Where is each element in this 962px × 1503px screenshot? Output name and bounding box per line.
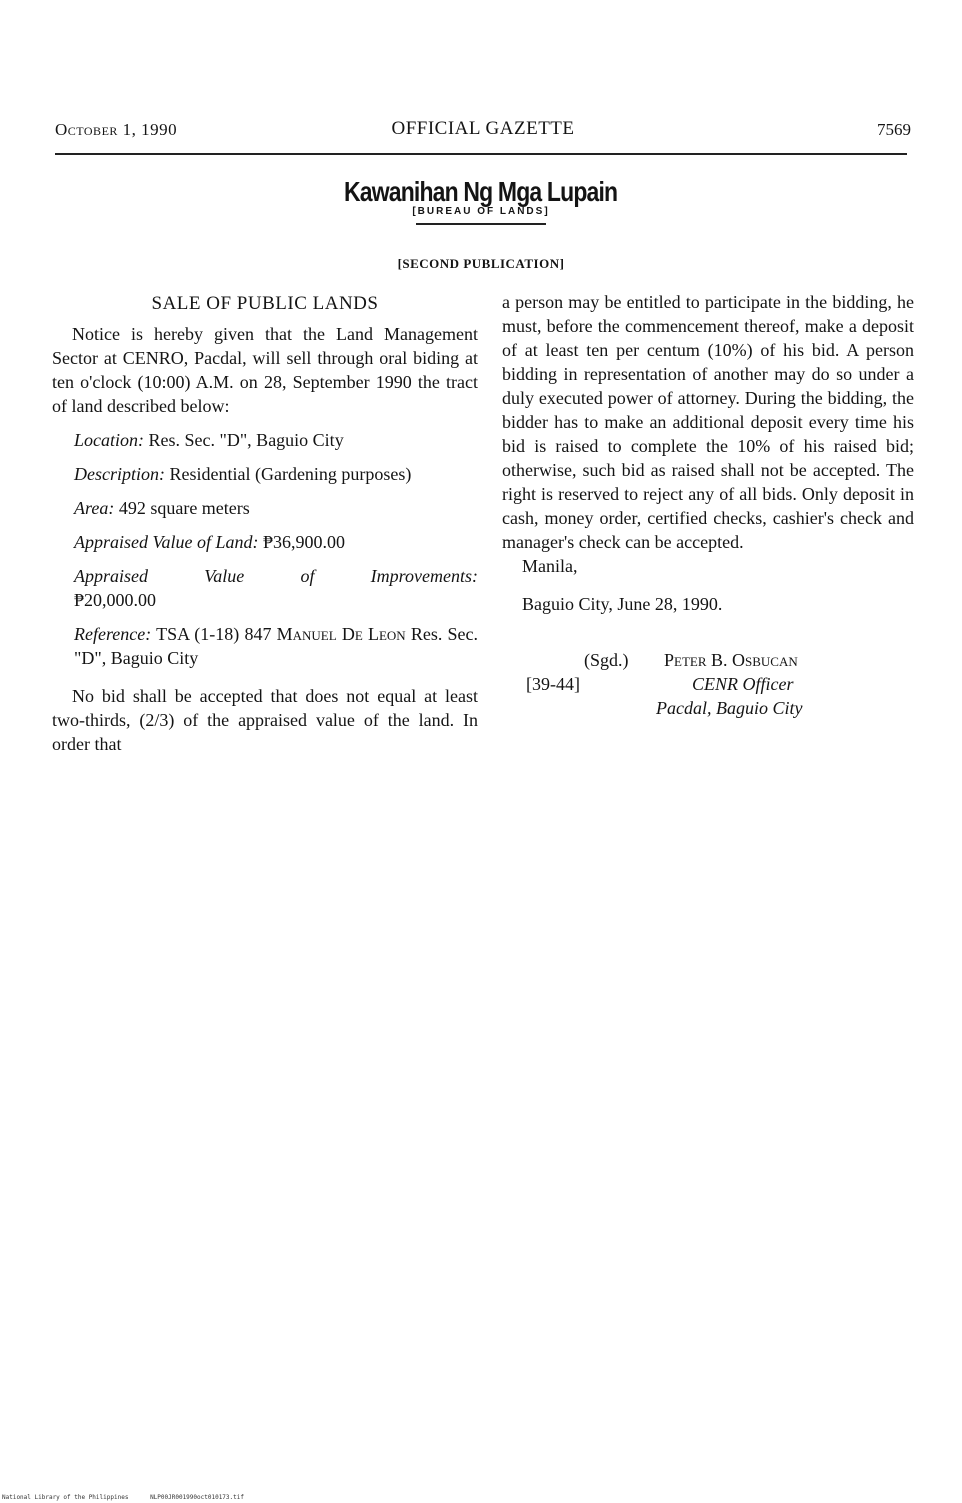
reference-name: Leon [367,624,406,644]
footer-file: NLP00JR001990oct010173.tif [150,1494,244,1501]
notice-body-right: a person may be entitled to participate in the bidding, he must, before the commencement thereof, make a deposit of at least ten per centum (10%) of his bid. A person bidding in representation of another may do so under a duly executed power of attorney. During the bidding, the bidder has to make an additional deposit every time his bid is raised to complete the 10% of his raised bid; otherwise, such bid as raised shall not be accepted. The right is reserved to reject any of all bids. Only deposit in cash, money order, certified checks, cashier's check and manager's check can be accepted. [502,292,914,552]
notice-body-left: No bid shall be accepted that does not equal at least two-thirds, (2/3) of the appraised value of the land. In order that [52,686,478,754]
notice-intro: Notice is hereby given that the Land Management Sector at CENRO, Pacdal, will sell through oral biding at ten o'clock (10:00) A.M. on 28, September 1990 the tract of land described below: [52,324,478,416]
reference-label: Reference: [74,624,152,644]
right-column [502,290,914,728]
running-header [55,118,911,142]
improvements-label-word: Value [204,566,245,586]
improvements-label-word: of [300,566,315,586]
header-page-number: 7569 [877,120,911,139]
signed-mark: (Sgd.) [584,650,629,670]
signer-place: Pacdal, Baguio City [656,698,803,718]
agency-rule [416,223,546,225]
land-value-label: Appraised Value of Land: [74,532,259,552]
reference-entry [74,622,478,670]
agency-subtitle: [BUREAU OF LANDS] [412,206,550,217]
improvements-label [74,564,478,588]
scan-footer [2,1494,262,1501]
area-entry [74,496,478,520]
improvements-label-word: Improvements: [370,566,478,586]
left-column [52,290,478,756]
land-value-entry [74,530,478,554]
reference-value: TSA (1-18) 847 [156,624,272,644]
land-value: ₱36,900.00 [263,532,346,552]
agency-name: Kawanihan Ng Mga Lupain [344,176,618,207]
signer-title: CENR Officer [692,674,794,694]
manila-line: Manila, [522,556,578,576]
reference-section: Res. Sec. "D", Baguio City [74,624,478,668]
description-entry [74,462,478,486]
signer-name: Peter B. Osbucan [664,650,798,670]
footer-library: National Library of the Philippines [2,1494,129,1501]
location-value: Res. Sec. "D", Baguio City [148,430,344,450]
description-value: Residential (Gardening purposes) [169,464,412,484]
improvements-entry [74,564,478,612]
reference-number: [39-44] [526,674,580,694]
place-date: Baguio City, June 28, 1990. [522,594,723,614]
reference-name: Manuel De [276,624,363,644]
publication-label: [SECOND PUBLICATION] [397,256,565,271]
header-title: OFFICIAL GAZETTE [391,118,575,139]
description-label: Description: [74,464,165,484]
location-label: Location: [74,430,144,450]
notice-title: SALE OF PUBLIC LANDS [151,293,379,314]
area-label: Area: [74,498,115,518]
improvements-value: ₱20,000.00 [74,590,157,610]
location-entry [74,428,478,452]
agency-block [0,176,962,225]
signature-block [502,648,914,728]
header-date: October 1, 1990 [55,120,178,139]
area-value: 492 square meters [118,498,250,518]
header-rule [55,153,907,155]
improvements-label-word: Appraised [74,566,148,586]
